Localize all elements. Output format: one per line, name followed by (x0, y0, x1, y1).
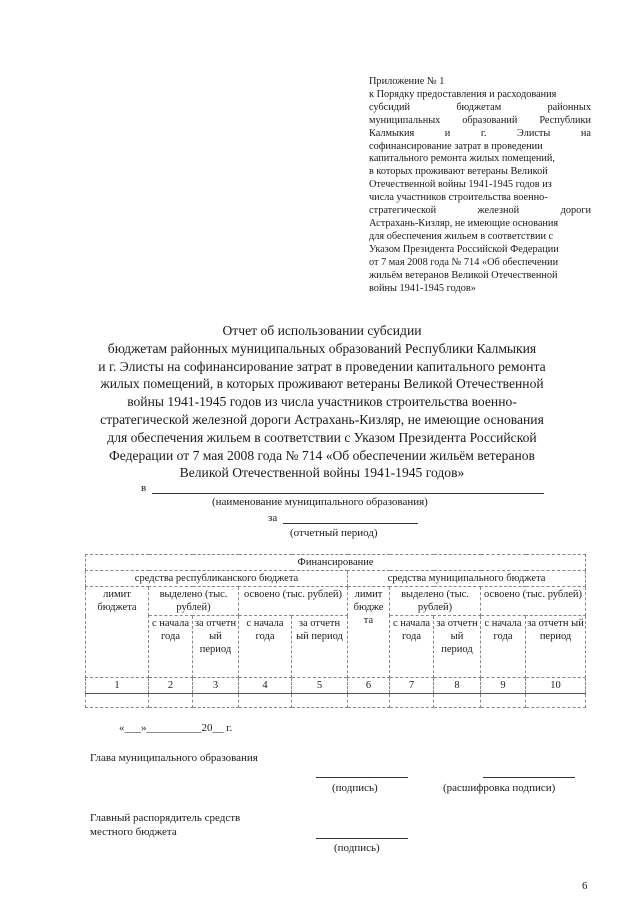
municipality-field[interactable] (152, 480, 544, 494)
head-decoding-caption: (расшифровка подписи) (443, 782, 556, 794)
municipality-caption: (наименование муниципального образования) (212, 496, 428, 508)
table-cell[interactable] (481, 694, 526, 708)
financing-header: Финансирование (86, 555, 586, 571)
appendix-line: Приложение № 1 (369, 76, 445, 87)
appendix-line: капитального ремонта жилых помещений, (369, 153, 555, 165)
head-signature-field[interactable] (316, 765, 408, 778)
column-number: 9 (481, 678, 526, 694)
appendix-line: субсидий бюджетам районных (369, 101, 591, 113)
title-line: бюджетам районных муниципальных образований Республики Калмыкия (107, 340, 537, 356)
appendix-line: в которых проживают ветераны Великой (369, 166, 548, 178)
column-number: 6 (348, 678, 390, 694)
mun-allocated-since-start: с начала года (390, 616, 434, 678)
appendix-line: Калмыкия и г. Элисты на (369, 127, 591, 139)
column-number: 4 (239, 678, 292, 694)
appendix-line: Отечественной войны 1941-1945 годов из (369, 179, 552, 191)
appendix-line: стратегической железной дороги (369, 205, 591, 217)
title-line: войны 1941-1945 годов из числа участников строительства военно- (127, 394, 517, 410)
column-number: 1 (86, 678, 149, 694)
appendix-line: войны 1941-1945 годов» (369, 282, 476, 294)
appendix-line: муниципальных образований Республики (369, 114, 591, 126)
appendix-line: числа участников строительства военно- (369, 192, 548, 204)
rep-spent-period: за отчетн ый период (292, 616, 348, 678)
table-cell[interactable] (526, 694, 586, 708)
table-cell[interactable] (292, 694, 348, 708)
period-caption: (отчетный период) (290, 527, 378, 539)
rep-allocated-header: выделено (тыс. рублей) (149, 587, 239, 616)
municipal-budget-header: средства муниципального бюджета (348, 571, 586, 587)
municipality-prefix: в (141, 482, 147, 494)
table-cell[interactable] (149, 694, 193, 708)
title-line: Федерации от 7 мая 2008 года № 714 «Об обеспечении жильём ветеранов (109, 447, 535, 463)
appendix-note (369, 76, 591, 295)
head-label: Глава муниципального образования (90, 752, 258, 764)
date-line: «___»__________20__ г. (119, 722, 233, 734)
appendix-line: Указом Президента Российской Федерации (369, 243, 559, 255)
table-cell[interactable] (348, 694, 390, 708)
column-number: 7 (390, 678, 434, 694)
manager-label: местного бюджета (90, 826, 177, 838)
column-number: 2 (149, 678, 193, 694)
manager-signature-field[interactable] (316, 826, 408, 839)
title-line: Отчет об использовании субсидии (222, 323, 422, 338)
rep-allocated-since-start: с начала года (149, 616, 193, 678)
table-cell[interactable] (390, 694, 434, 708)
page-number: 6 (582, 880, 588, 892)
table-cell[interactable] (239, 694, 292, 708)
title-line: стратегической железной дороги Астрахань-Кизляр, не имеющие основания (100, 411, 544, 427)
appendix-line: для обеспечения жильем в соответствии с (369, 230, 554, 242)
appendix-line: Астрахань-Кизляр, не имеющие основания (369, 217, 559, 229)
rep-limit-header: лимит бюджета (86, 587, 149, 678)
title-line: жилых помещений, в которых проживают ветераны Великой Отечественной (100, 376, 544, 392)
column-number: 3 (193, 678, 239, 694)
report-title (80, 322, 564, 482)
rep-allocated-period: за отчетн ый период (193, 616, 239, 678)
table-cell[interactable] (434, 694, 481, 708)
mun-spent-since-start: с начала года (481, 616, 526, 678)
republic-budget-header: средства республиканского бюджета (86, 571, 348, 587)
appendix-line: софинансирование затрат в проведении (369, 140, 543, 152)
appendix-line: от 7 мая 2008 года № 714 «Об обеспечении (369, 256, 559, 268)
manager-label: Главный распорядитель средств (90, 812, 241, 824)
period-prefix: за (268, 512, 278, 524)
mun-limit-header: лимит бюдже та (348, 587, 390, 678)
title-line: и г. Элисты на софинансирование затрат в проведении капитального ремонта (98, 358, 546, 374)
column-number: 8 (434, 678, 481, 694)
column-number: 5 (292, 678, 348, 694)
title-line: для обеспечения жильем в соответствии с Указом Президента Российской (107, 429, 537, 445)
manager-signature-caption: (подпись) (334, 842, 380, 854)
financing-table (85, 554, 586, 708)
mun-allocated-period: за отчетн ый период (434, 616, 481, 678)
mun-spent-period: за отчетн ый период (526, 616, 586, 678)
column-number: 10 (526, 678, 586, 694)
table-cell[interactable] (193, 694, 239, 708)
mun-allocated-header: выделено (тыс. рублей) (390, 587, 481, 616)
head-decoding-field[interactable] (483, 765, 575, 778)
appendix-line: жильём ветеранов Великой Отечественной (369, 269, 558, 281)
head-signature-caption: (подпись) (332, 782, 378, 794)
appendix-line: к Порядку предоставления и расходования (369, 88, 557, 100)
period-field[interactable] (283, 510, 418, 524)
table-cell[interactable] (86, 694, 149, 708)
rep-spent-header: освоено (тыс. рублей) (239, 587, 348, 616)
rep-spent-since-start: с начала года (239, 616, 292, 678)
mun-spent-header: освоено (тыс. рублей) (481, 587, 586, 616)
title-line: Великой Отечественной войны 1941-1945 годов» (179, 465, 465, 481)
